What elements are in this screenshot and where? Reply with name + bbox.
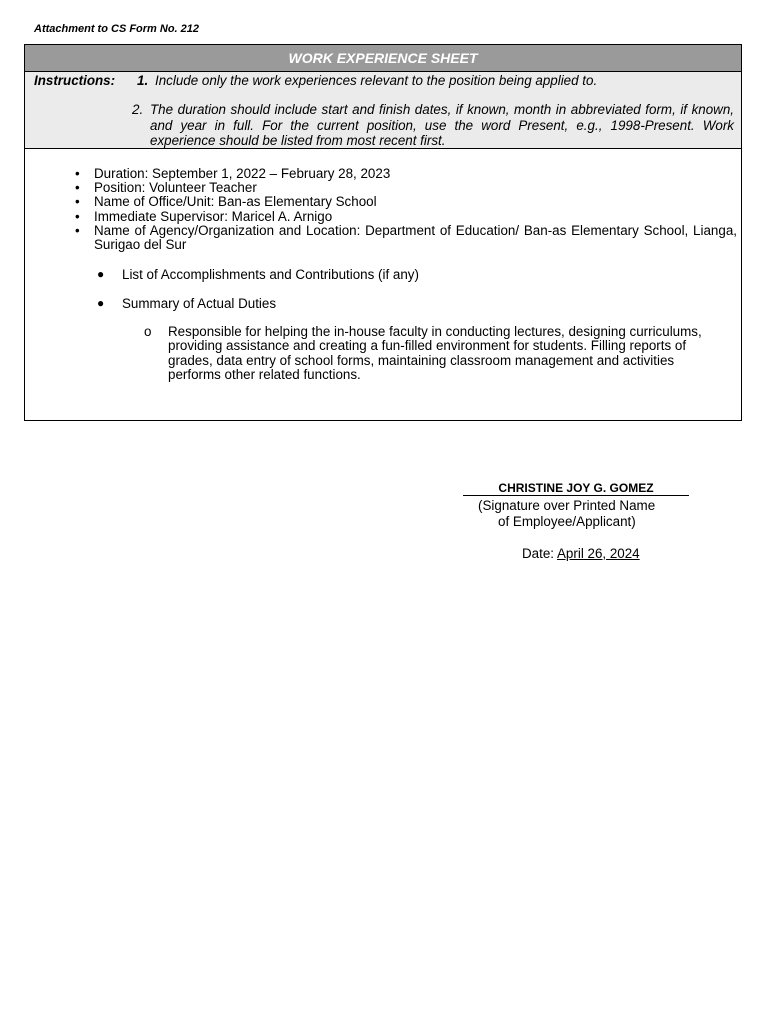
attachment-label: Attachment to CS Form No. 212 — [34, 23, 200, 35]
date-line — [522, 546, 640, 561]
signature-caption-line1: (Signature over Printed Name — [478, 498, 656, 513]
instruction-1-text: Include only the work experiences relevant to the position being applied to. — [155, 73, 598, 88]
date-label: Date: — [522, 546, 557, 561]
duty-bullet: o — [144, 324, 152, 339]
instruction-2-text: The duration should include start and finish dates, if known, month in abbreviated form, if known, and year in full. For the current position, use the word Present, e.g., 1998-Present. Work experience should be listed from most recent first. — [150, 102, 734, 148]
details-list — [75, 167, 737, 252]
instructions-section — [25, 72, 741, 149]
detail-position: • Position: Volunteer Teacher — [75, 181, 737, 195]
detail-duration: • Duration: September 1, 2022 – February 28, 2023 — [75, 167, 737, 181]
signature-caption-line2: of Employee/Applicant) — [498, 514, 636, 529]
instruction-1-number: 1. — [137, 73, 149, 88]
duties-label: Summary of Actual Duties — [122, 296, 277, 311]
instructions-label: Instructions: — [34, 73, 116, 88]
work-experience-sheet — [24, 44, 742, 421]
sheet-title: WORK EXPERIENCE SHEET — [25, 45, 741, 72]
duty-text: Responsible for helping the in-house faculty in conducting lectures, designing curriculums, providing assistance and creating a fun-filled environment for students. Filling reports of grades, data entry of school forms, maintaining classroom management and activities performs other related functions. — [168, 324, 702, 383]
accomplishments-label: List of Accomplishments and Contributions (if any) — [122, 267, 419, 282]
date-value: April 26, 2024 — [557, 546, 640, 561]
instruction-2-number: 2. — [132, 102, 144, 117]
detail-supervisor: • Immediate Supervisor: Maricel A. Arnigo — [75, 210, 737, 224]
detail-office: • Name of Office/Unit: Ban-as Elementary School — [75, 195, 737, 209]
bullet-icon: ● — [97, 296, 105, 310]
signature-name: CHRISTINE JOY G. GOMEZ — [463, 481, 689, 496]
detail-agency: • Name of Agency/Organization and Location: Department of Education/ Ban-as Elementary School, Lianga, Surigao del Sur — [75, 224, 737, 252]
bullet-icon: ● — [97, 267, 105, 281]
